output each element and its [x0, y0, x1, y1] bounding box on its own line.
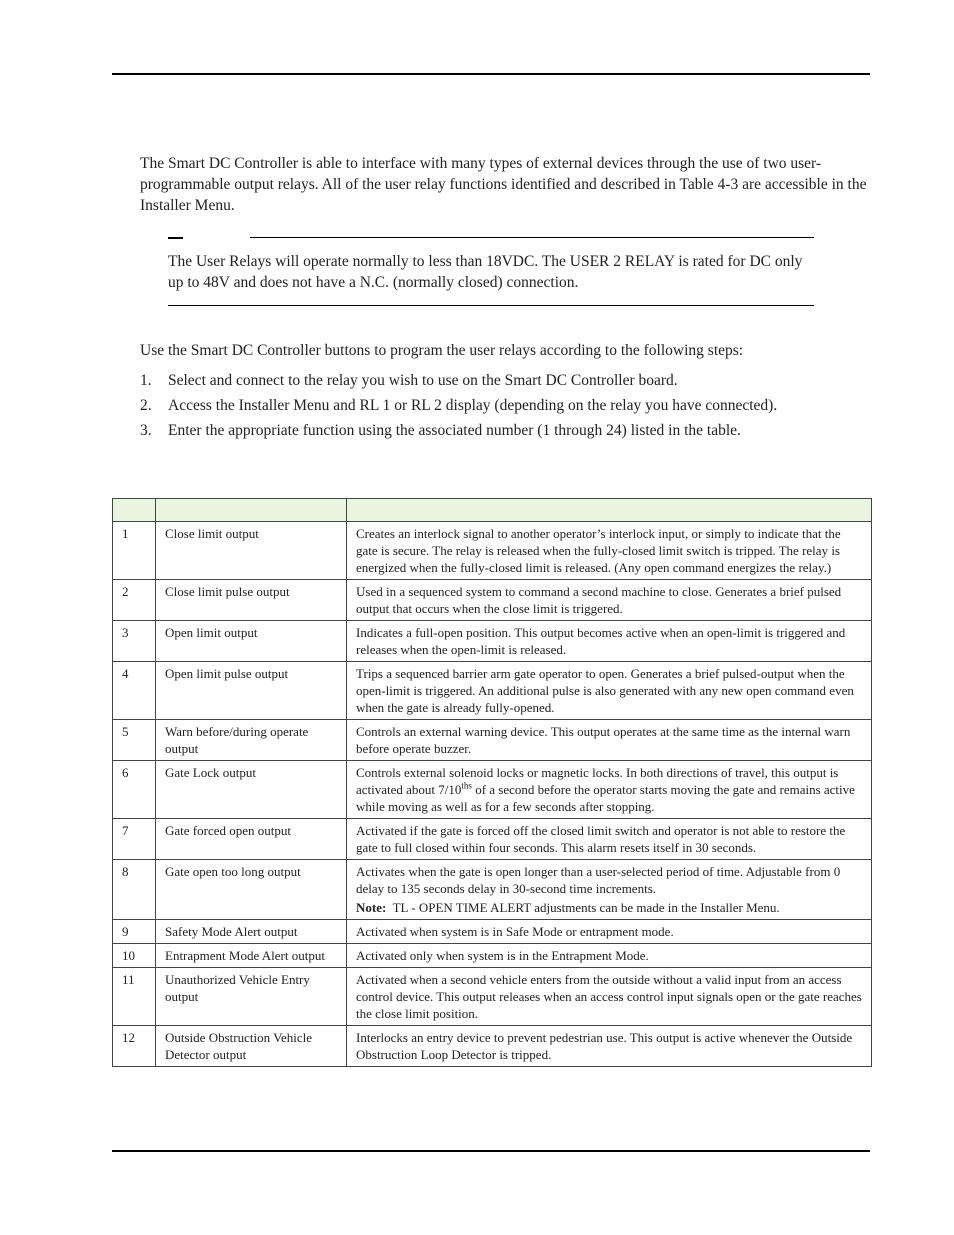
row-description: Activated only when system is in the Entrapment Mode. [347, 944, 872, 968]
row-number: 1 [113, 522, 156, 580]
row-function: Open limit pulse output [156, 662, 347, 720]
row-number: 8 [113, 860, 156, 920]
table-row [113, 944, 872, 968]
row-number: 2 [113, 580, 156, 621]
table-row [113, 1026, 872, 1067]
header-cell-function [156, 499, 347, 522]
step-text: Enter the appropriate function using the associated number (1 through 24) listed in the table. [168, 422, 741, 439]
table-row [113, 621, 872, 662]
header-cell-number [113, 499, 156, 522]
step-item [140, 370, 875, 395]
row-number: 11 [113, 968, 156, 1026]
table-row [113, 720, 872, 761]
row-description: Used in a sequenced system to command a second machine to close. Generates a brief pulsed output that occurs when the close limit is triggered. [347, 580, 872, 621]
row-number: 7 [113, 819, 156, 860]
note-bottom-rule [168, 305, 814, 306]
steps-list [140, 370, 875, 445]
row-function: Entrapment Mode Alert output [156, 944, 347, 968]
row-number: 6 [113, 761, 156, 819]
note-text: The User Relays will operate normally to less than 18VDC. The USER 2 RELAY is rated for DC only up to 48V and does not have a N.C. (normally closed) connection. [168, 253, 803, 291]
table-row [113, 662, 872, 720]
row-number: 12 [113, 1026, 156, 1067]
table-row [113, 920, 872, 944]
row-function: Close limit pulse output [156, 580, 347, 621]
row-function: Close limit output [156, 522, 347, 580]
row-description: Activated if the gate is forced off the closed limit switch and operator is not able to restore the gate to full closed within four seconds. This alarm resets itself in 30 seconds. [347, 819, 872, 860]
relay-functions-table [112, 498, 872, 1067]
row-function: Open limit output [156, 621, 347, 662]
row-description: Controls external solenoid locks or magnetic locks. In both directions of travel, this output is activated about $7/10^{ths}$ of a second before the operator starts moving the gate and remains active while moving as well as for a few seconds after stopping. [347, 761, 872, 819]
row-description: Trips a sequenced barrier arm gate operator to open. Generates a brief pulsed-output when the open-limit is triggered. An additional pulse is also generated with any new open command even when the gate is already fully-opened. [347, 662, 872, 720]
step-number: 2. [140, 397, 152, 414]
header-cell-description [347, 499, 872, 522]
table-row [113, 968, 872, 1026]
intro-paragraph: The Smart DC Controller is able to interface with many types of external devices through the use of two user-programmable output relays. All of the user relay functions identified and described in Table 4-3 are accessible in the Installer Menu. [140, 155, 867, 214]
footer-rule [112, 1150, 870, 1152]
row-description: Creates an interlock signal to another operator’s interlock input, or simply to indicate that the gate is secure. The relay is released when the fully-closed limit switch is tripped. The relay is energized when the fully-closed limit is released. (Any open command energizes the relay.) [347, 522, 872, 580]
step-item [140, 395, 875, 420]
steps-intro: Use the Smart DC Controller buttons to program the user relays according to the following steps: [140, 342, 744, 359]
step-item [140, 420, 875, 445]
row-description: Interlocks an entry device to prevent pedestrian use. This output is active whenever the Outside Obstruction Loop Detector is tripped. [347, 1026, 872, 1067]
row-function: Gate forced open output [156, 819, 347, 860]
step-number: 3. [140, 422, 152, 439]
row-function: Gate Lock output [156, 761, 347, 819]
row-description: Activates when the gate is open longer than a user-selected period of time. Adjustable from 0 delay to 135 seconds delay in 30-second time increments. Note: TL - OPEN TIME ALERT adjustments can be made in the Installer Menu. [347, 860, 872, 920]
table-header-row [113, 499, 872, 522]
row-function: Unauthorized Vehicle Entry output [156, 968, 347, 1026]
note-box [168, 237, 814, 306]
row-description: Indicates a full-open position. This output becomes active when an open-limit is triggered and releases when the open-limit is released. [347, 621, 872, 662]
note-label: Note: [356, 900, 387, 915]
row-description: Controls an external warning device. This output operates at the same time as the internal warn before operate buzzer. [347, 720, 872, 761]
step-number: 1. [140, 372, 152, 389]
header-rule [112, 73, 870, 75]
row-note: Note: TL - OPEN TIME ALERT adjustments can be made in the Installer Menu. [356, 900, 780, 915]
row-number: 5 [113, 720, 156, 761]
table-row [113, 580, 872, 621]
row-function: Safety Mode Alert output [156, 920, 347, 944]
row-function: Outside Obstruction Vehicle Detector output [156, 1026, 347, 1067]
table-row [113, 522, 872, 580]
row-function: Warn before/during operate output [156, 720, 347, 761]
row-number: 3 [113, 621, 156, 662]
row-number: 10 [113, 944, 156, 968]
note-header-rule [168, 237, 814, 241]
step-text: Access the Installer Menu and RL 1 or RL 2 display (depending on the relay you have connected). [168, 397, 778, 414]
table-row [113, 819, 872, 860]
step-text: Select and connect to the relay you wish to use on the Smart DC Controller board. [168, 372, 678, 389]
row-number: 9 [113, 920, 156, 944]
row-description: Activated when a second vehicle enters from the outside without a valid input from an access control device. This output releases when an access control input signals open or the gate reaches the close limit position. [347, 968, 872, 1026]
table-row [113, 761, 872, 819]
row-function: Gate open too long output [156, 860, 347, 920]
row-description: Activated when system is in Safe Mode or entrapment mode. [347, 920, 872, 944]
row-number: 4 [113, 662, 156, 720]
table-row [113, 860, 872, 920]
